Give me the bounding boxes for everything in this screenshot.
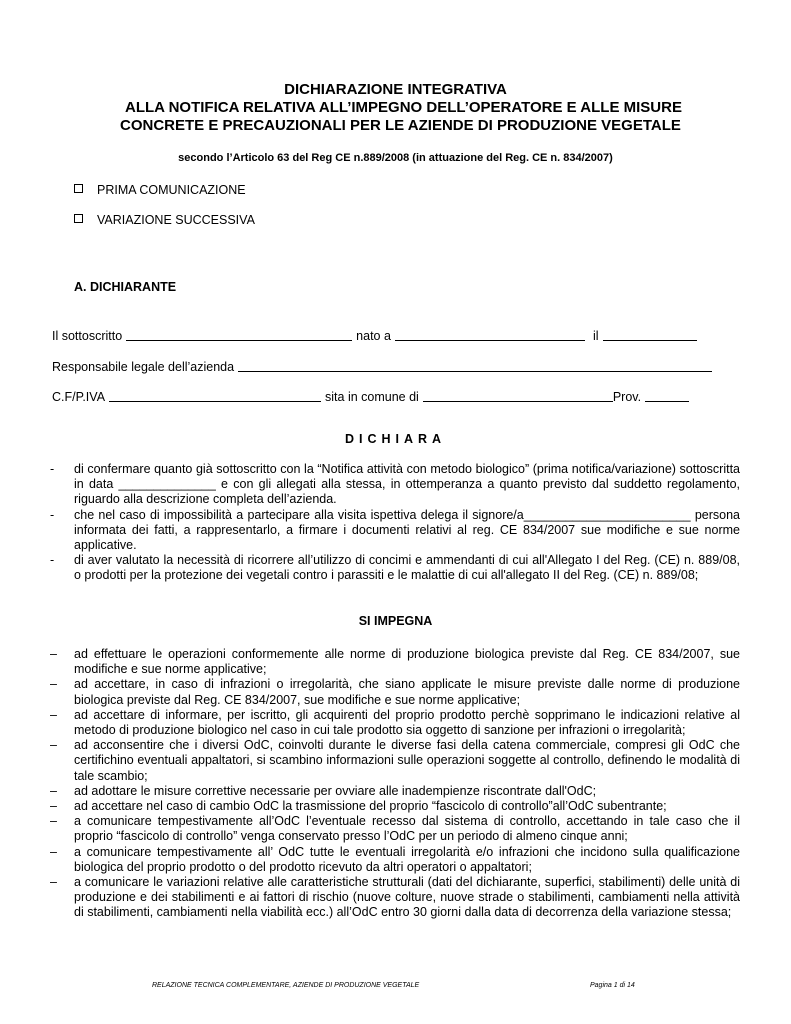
title-line-1: DICHIARAZIONE INTEGRATIVA (284, 81, 507, 98)
cf-label: C.F/P.IVA (52, 390, 106, 404)
dash-marker: – (50, 814, 57, 829)
dash-marker: – (50, 738, 57, 753)
section-dichiarante-heading: A. DICHIARANTE (74, 280, 177, 294)
list-item-text: ad accettare di informare, per iscritto, gli acquirenti del proprio prodotto perchè sopprimano le indicazioni relative al metodo di produzione biologico nel caso in cui tale prodotto sia oggetto di sanzione per infrazioni o irregolarità; (74, 707, 740, 738)
list-item-text: che nel caso di impossibilità a partecipare alla visita ispettiva delega il signore/a________________________ persona informata dei fatti, a rappresentarlo, a firmare i documenti relativi al reg. CE 834/2007 sue modifiche e sue norme applicative. (74, 507, 740, 553)
list-item (50, 738, 740, 784)
option-label: VARIAZIONE SUCCESSIVA (97, 213, 255, 227)
dash-marker: - (50, 507, 55, 522)
dichiara-heading: DICHIARA (344, 432, 447, 446)
form-row-cf (52, 388, 712, 404)
comune-field[interactable] (423, 388, 613, 402)
dash-marker: - (50, 462, 55, 476)
list-item-text: ad accettare, in caso di infrazioni o irregolarità, che siano applicate le misure previste dalle norme di produzione biologica previste dal Reg. CE 834/2007, sue modifiche e sue norme applicative; (74, 677, 740, 707)
list-item-text: ad adottare le misure correttive necessarie per ovviare alle inadempienze riscontrate dall'OdC; (74, 783, 597, 798)
list-item (50, 553, 740, 583)
sottoscritto-label: Il sottoscritto (52, 329, 123, 343)
dash-marker: – (50, 799, 57, 814)
dash-marker: – (50, 875, 57, 890)
regulation-subtitle: secondo l’Articolo 63 del Reg CE n.889/2008 (in attuazione del Reg. CE n. 834/2007) (178, 152, 613, 164)
title-line-2: ALLA NOTIFICA RELATIVA ALL’IMPEGNO DELL’OPERATORE E ALLE MISURE (125, 99, 682, 116)
responsabile-label: Responsabile legale dell’azienda (52, 360, 235, 374)
page-number: Pagina 1 di 14 (590, 982, 635, 989)
list-item (50, 814, 740, 844)
list-item-text: di confermare quanto già sottoscritto con la “Notifica attività con metodo biologico” (prima notifica/variazione) sottoscritta in data ______________ e con gli allegati alla stessa, in ottemperanza a quanto previsto dal suddetto regolamento, riguardo alla descrizione completa dell’azienda. (74, 462, 740, 507)
data-nascita-field[interactable] (603, 327, 697, 341)
impegna-list (50, 647, 740, 921)
list-item (50, 784, 740, 799)
option-variazione-successiva[interactable] (74, 213, 255, 227)
dash-marker: – (50, 783, 57, 798)
list-item (50, 647, 740, 677)
dichiara-list (50, 462, 740, 584)
luogo-nascita-field[interactable] (395, 327, 585, 341)
nato-label: nato a (356, 329, 391, 343)
list-item (50, 708, 740, 738)
form-row-responsabile (52, 358, 712, 374)
list-item-text: a comunicare tempestivamente all’ OdC tutte le eventuali irregolarità e/o infrazioni che incidono sulla qualificazione biologica del proprio prodotto o del prodotto ricevuto da altri operatori o appaltatori; (74, 844, 740, 874)
comune-label: sita in comune di (325, 390, 419, 404)
cf-field[interactable] (109, 388, 321, 402)
dash-marker: – (50, 707, 57, 722)
list-item (50, 462, 740, 508)
responsabile-field[interactable] (238, 358, 712, 372)
list-item-text: di aver valutato la necessità di ricorrere all’utilizzo di concimi e ammendanti di cui all'Allegato I del Reg. (CE) n. 889/08, o prodotti per la protezione dei vegetali contro i parassiti e le malattie di cui all'allegato II del Reg. (CE) n. 889/08; (74, 553, 740, 583)
footer-title: RELAZIONE TECNICA COMPLEMENTARE, AZIENDE DI PRODUZIONE VEGETALE (152, 982, 420, 989)
list-item (50, 845, 740, 875)
option-label: PRIMA COMUNICAZIONE (97, 183, 246, 197)
checkbox-icon[interactable] (74, 184, 83, 193)
title-line-3: CONCRETE E PRECAUZIONALI PER LE AZIENDE DI PRODUZIONE VEGETALE (120, 117, 681, 134)
list-item-text: ad effettuare le operazioni conformemente alle norme di produzione biologica previste dal Reg. CE 834/2007, sue modifiche e sue norme applicative; (74, 647, 740, 677)
form-row-sottoscritto (52, 327, 712, 343)
list-item (50, 677, 740, 707)
list-item (50, 875, 740, 921)
dash-marker: – (50, 677, 57, 692)
list-item-text: ad accettare nel caso di cambio OdC la trasmissione del proprio “fascicolo di controllo”all’OdC subentrante; (74, 799, 667, 814)
dash-marker: - (50, 553, 55, 568)
prov-field[interactable] (645, 388, 689, 402)
sottoscritto-field[interactable] (126, 327, 352, 341)
option-prima-comunicazione[interactable] (74, 183, 246, 197)
checkbox-icon[interactable] (74, 214, 83, 223)
list-item-text: ad acconsentire che i diversi OdC, coinvolti durante le diverse fasi della catena commerciale, compresi gli OdC che certifichino eventuali appaltatori, si scambino informazioni sulle operazioni soggette al controllo, definendo le modalità di tale scambio; (74, 738, 740, 783)
dash-marker: – (50, 844, 57, 859)
list-item-text: a comunicare tempestivamente all’OdC l’eventuale recesso dal sistema di controllo, accettando in tale caso che il proprio “fascicolo di controllo” venga conservato presso l’OdC per un periodo di almeno cinque anni; (74, 814, 740, 844)
data-nascita-label: il (592, 329, 599, 343)
dash-marker: – (50, 647, 57, 661)
impegna-heading: SI IMPEGNA (358, 614, 433, 628)
list-item-text: a comunicare le variazioni relative alle caratteristiche strutturali (dati del dichiarante, superfici, stabilimenti) delle unità di produzione e dei stabilimenti e ai fattori di rischio (nuove colture, nuove strade o stabilimenti, cambiamenti nella attività di stabilimenti, cambiamenti nella viabilità ecc.) all’OdC entro 30 giorni dalla data di decorrenza della variazione stessa; (74, 875, 740, 920)
prov-label: Prov. (612, 390, 642, 404)
list-item (50, 799, 740, 814)
list-item (50, 508, 740, 554)
